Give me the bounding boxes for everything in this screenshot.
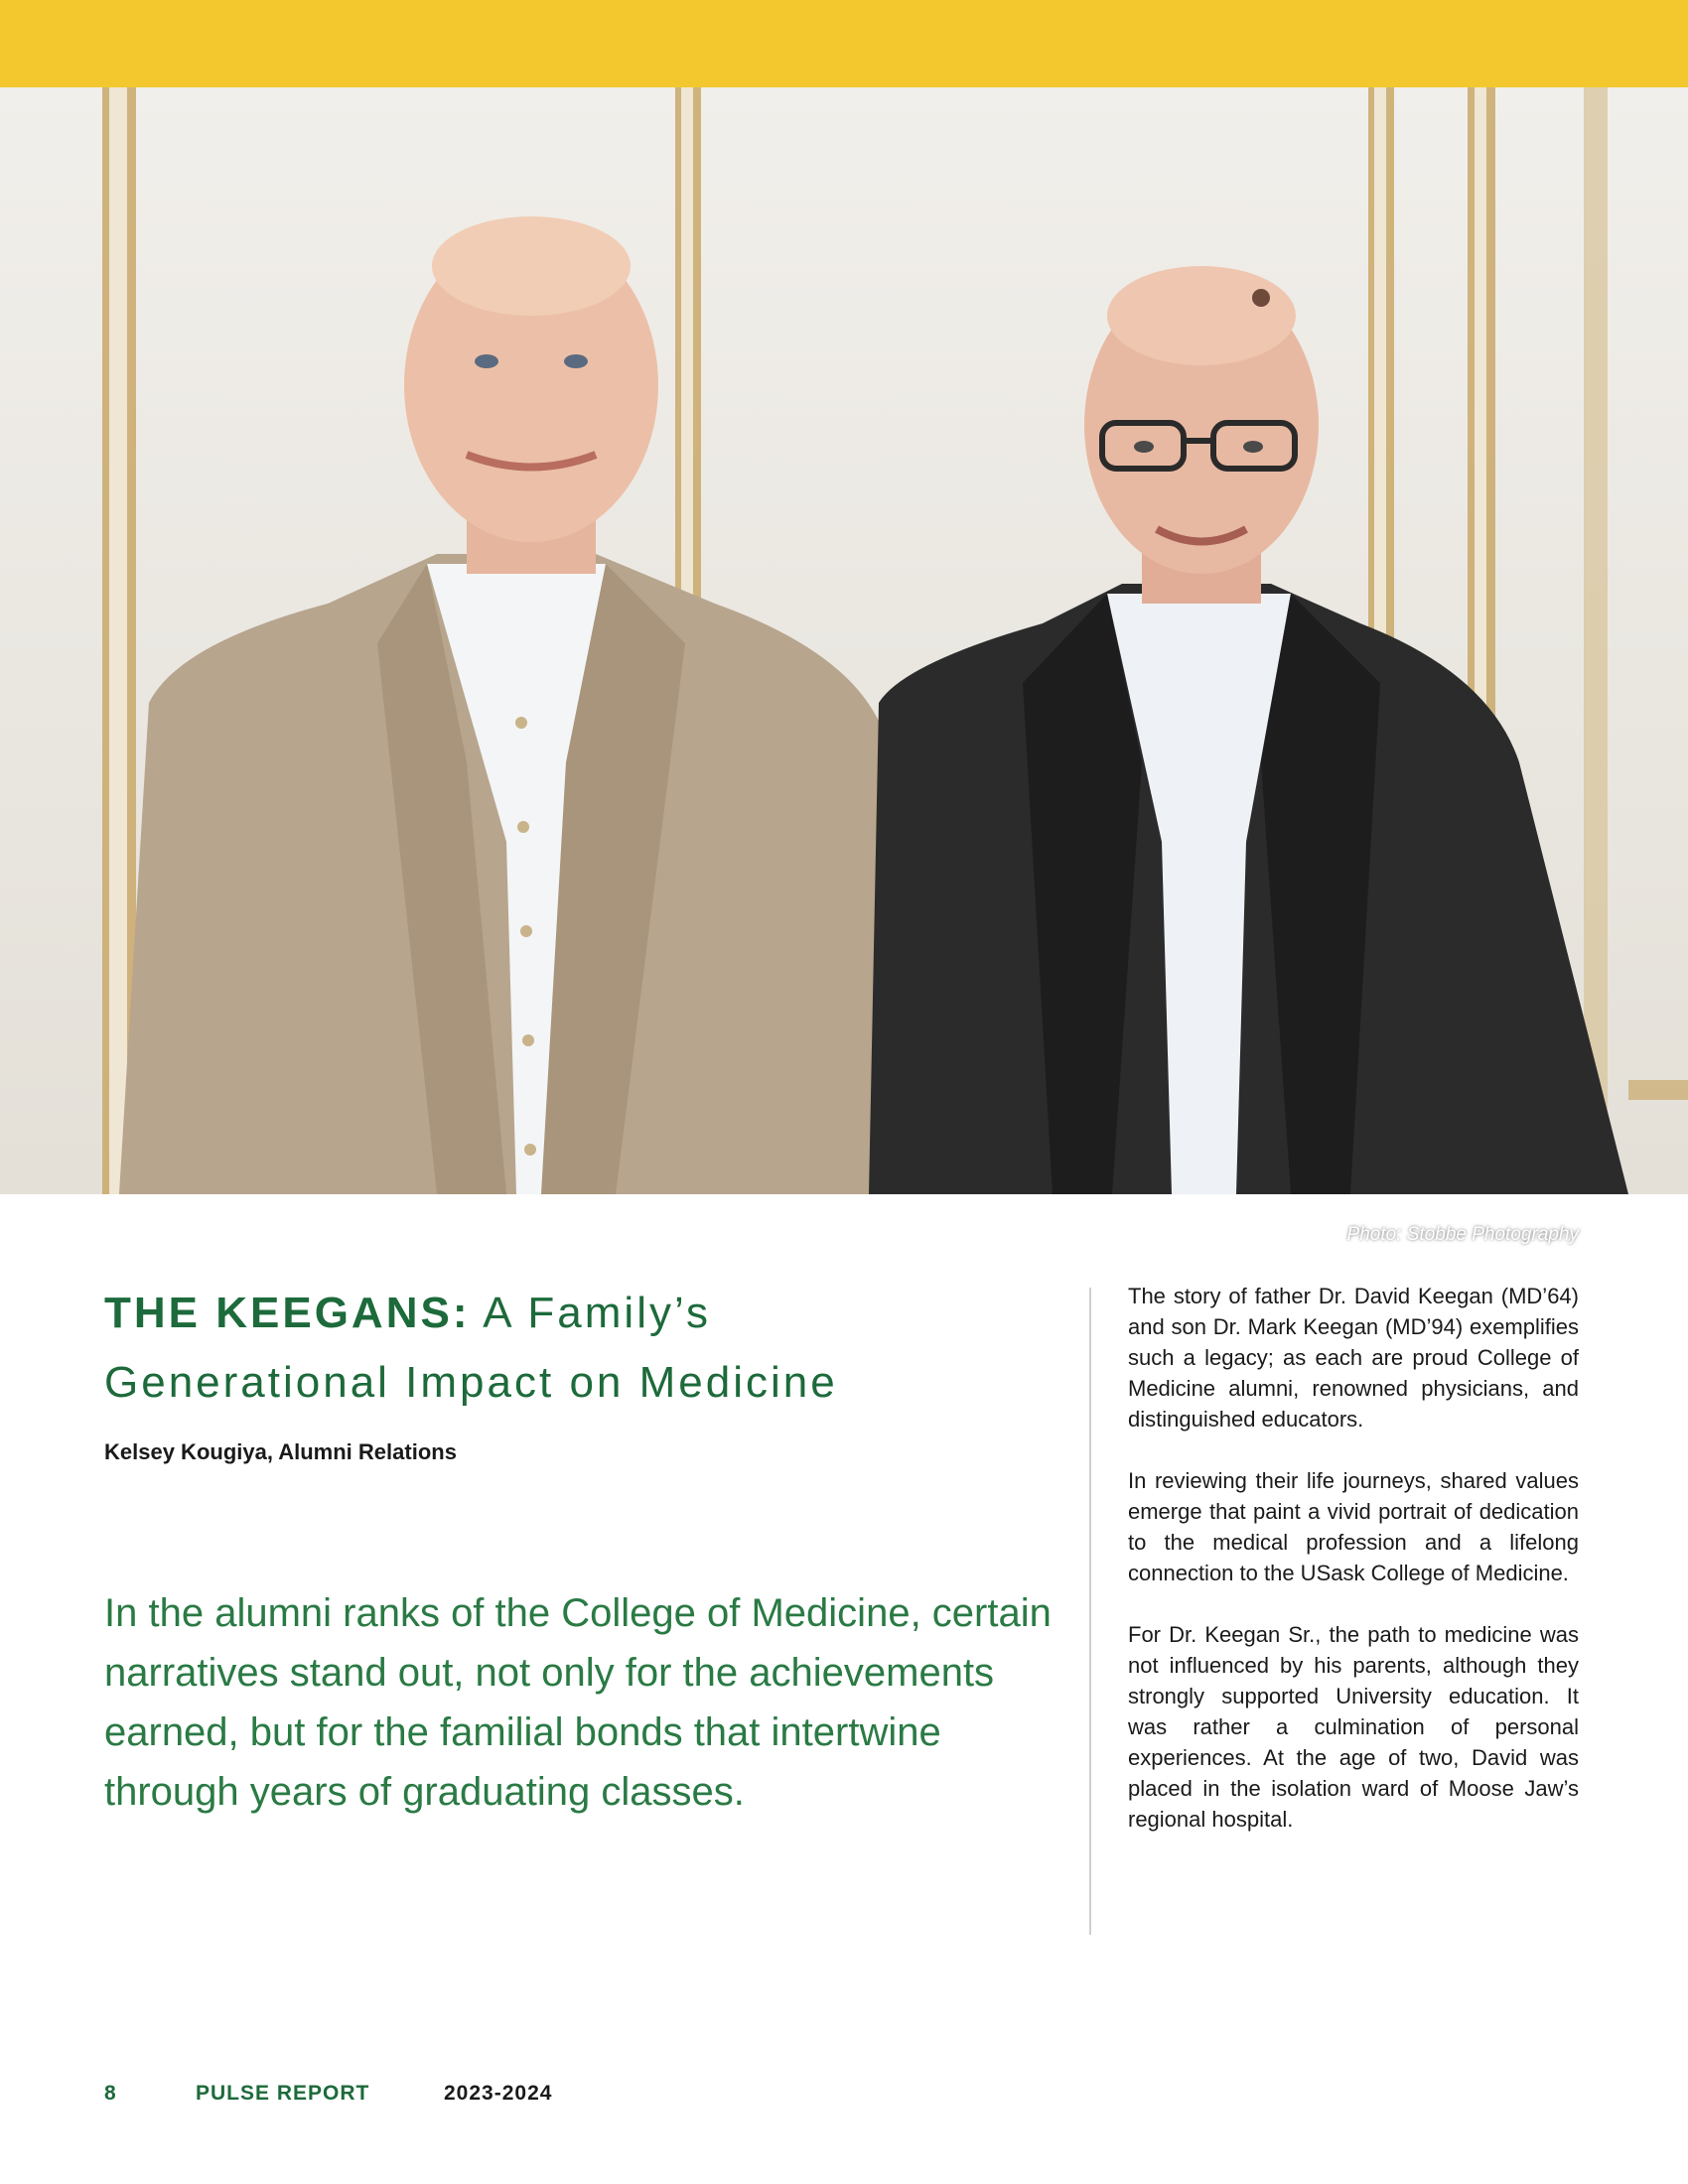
hero-photo xyxy=(0,87,1688,1245)
photo-credit: Photo: Stobbe Photography xyxy=(1346,1224,1579,1245)
top-color-band xyxy=(0,0,1688,87)
headline-strong: THE KEEGANS: xyxy=(104,1289,471,1337)
body-paragraph: The story of father Dr. David Keegan (MD’64) and son Dr. Mark Keegan (MD’94) exemplifies such a legacy; as each are proud College of Medicine alumni, renowned physicians, and distinguished educators. xyxy=(1128,1284,1579,1432)
headline-rest: A Family’s xyxy=(483,1289,711,1337)
body-column xyxy=(1128,1281,1579,1865)
publication-year: 2023-2024 xyxy=(444,2082,553,2105)
headline-line2: Generational Impact on Medicine xyxy=(104,1358,838,1407)
body-paragraph: In reviewing their life journeys, shared values emerge that paint a vivid portrait of dedication to the medical profession and a lifelong connection to the USask College of Medicine. xyxy=(1128,1468,1579,1585)
page-number: 8 xyxy=(104,2082,117,2105)
column-divider xyxy=(1089,1288,1091,1935)
photo-illustration xyxy=(0,87,1688,1194)
byline: Kelsey Kougiya, Alumni Relations xyxy=(104,1439,457,1464)
publication-name: PULSE REPORT xyxy=(196,2082,370,2105)
pull-quote: In the alumni ranks of the College of Medicine, certain narratives stand out, not only for the achievements earned, but for the familial bonds that intertwine through years of graduating classes. xyxy=(104,1591,1052,1814)
body-paragraph: For Dr. Keegan Sr., the path to medicine was not influenced by his parents, although they strongly supported University education. It was rather a culmination of personal experiences. At the age of two, David was placed in the isolation ward of Moose Jaw’s regional hospital. xyxy=(1128,1622,1579,1832)
article-headline xyxy=(104,1279,998,1418)
